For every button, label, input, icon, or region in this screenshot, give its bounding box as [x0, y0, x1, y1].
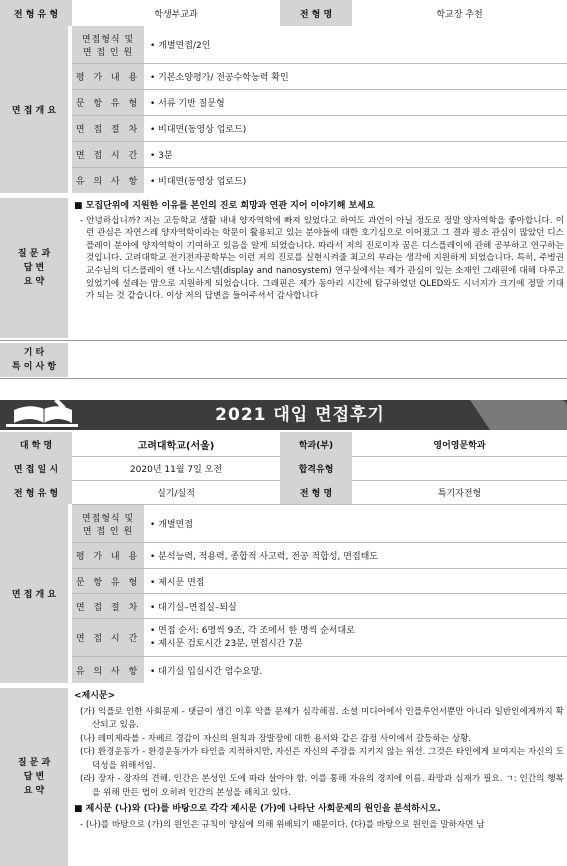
- question-text: ■ 모집단위에 지원한 이유를 본인의 진로 희망과 연관 지어 이야기해 보세요: [74, 201, 375, 211]
- answer-text: - (나)를 바탕으로 (가)의 원인은 규칙이 양심에 의해 위배되기 때문이다. (다)를 바탕으로 원인을 말하자면 남: [80, 819, 485, 830]
- procedure-value: • 비대면(동영상 업로드): [144, 115, 567, 141]
- time-value-line1: • 면접 순서: 6명씩 9조, 각 조에서 한 명씩 순서대로: [150, 625, 355, 636]
- admission-name-value: 학교장 추천: [436, 9, 483, 20]
- qa-summary-label: [0, 198, 68, 338]
- etc-label: [0, 343, 68, 377]
- notes-label: 유 의 사 항: [72, 167, 144, 193]
- qa-label-line2: 답 변: [23, 772, 45, 782]
- admission-type-value: 실기/실적: [72, 480, 280, 504]
- qa-label-line2: 답 변: [23, 263, 45, 273]
- label-line2: 면 접 인 원: [82, 526, 134, 537]
- eval-content-value: • 분석능력, 적용력, 종합적 사고력, 전공 적합성, 면접태도: [144, 542, 567, 568]
- interview-date-label: 면 접 일 시: [0, 456, 72, 480]
- admission-name-label: 전 형 명: [280, 0, 352, 26]
- procedure-value: • 대기실–면접실–퇴실: [144, 593, 567, 618]
- section-banner: [0, 397, 567, 430]
- time-label: 면 접 시 간: [72, 141, 144, 167]
- admission-name-value: 특기자전형: [352, 480, 567, 504]
- interview-format-label: [72, 26, 144, 63]
- question-type-label: 문 항 유 형: [72, 89, 144, 115]
- question-text: ■ 제시문 (나)와 (다)를 바탕으로 각각 제시문 (가)에 나타난 사회문제의 원인을 분석하시오.: [74, 804, 441, 814]
- notes-value: • 비대면(동영상 업로드): [144, 167, 567, 193]
- admission-type-label: 전 형 유 형: [0, 480, 72, 504]
- university-label: 대 학 명: [0, 432, 72, 456]
- question-type-label: 문 항 유 형: [72, 568, 144, 593]
- time-value-line2: • 제시문 검토시간 23분, 면접시간 7분: [150, 638, 303, 649]
- notes-value: • 대기실 입실시간 엄수요망.: [144, 656, 567, 683]
- pass-type-value: [352, 456, 567, 480]
- etc-label-line1: 기 타: [23, 348, 45, 358]
- procedure-label: 면 접 절 차: [72, 593, 144, 618]
- passage-ga: (가) 익플로 인한 사회문제 - 댓글이 생긴 이후 악플 문제가 심각해짐. 소셜 미디어에서 인플루언서뿐만 아니라 일반인에게까지 확산되고 있음.: [80, 706, 564, 730]
- label-line1: 면접형식 및: [81, 513, 135, 524]
- notes-label: 유 의 사 항: [72, 656, 144, 683]
- question-type-value: • 서류 기반 질문형: [144, 89, 567, 115]
- department-value: 영어영문학과: [433, 440, 486, 451]
- qa-content: [74, 200, 564, 340]
- label-line2: 면 접 인 원: [82, 47, 134, 58]
- passage-da: (다) 환경운동가 - 환경운동가가 타인을 지적하지만, 자신은 자신의 주장을 지키지 않는 위선. 그것은 타인에게 보여지는 자신의 도덕성을 위해서임.: [80, 747, 564, 771]
- time-label: 면 접 시 간: [72, 618, 144, 656]
- time-value: • 3분: [144, 141, 567, 167]
- qa-label-line1: 질 문 과: [17, 758, 51, 768]
- interview-format-value: • 개별면접: [144, 504, 567, 542]
- qa-label-line3: 요 약: [23, 277, 45, 287]
- qa-label-line3: 요 약: [23, 786, 45, 796]
- eval-content-label: 평 가 내 용: [72, 63, 144, 89]
- interview-date-value: 2020년 11월 7일 오전: [72, 456, 280, 480]
- answer-text: - 안녕하십니까? 저는 고등학교 생활 내내 양자역학에 빠져 있었다고 하여도 과언이 아닐 정도로 정말 양자역학을 좋아합니다. 이런 관심은 자연스레 양자역학이라는 학문이 활용되고 있는 분야들에 대한 호기심으로 이어졌고 그 결과 평소 관심이 많았던 디스플레이 분야에 양자역학이 기여하고 있음을 알게 되었습니다. 따라서 저의 진로이자 꿈은 디스플레이에 관해 공부하고 연구하는 것입니다. 고려대학교 전기전자공학부는 이런 저의 진로를 실현시켜줄 최고의 부라는 생각에 지원하게 되었습니다. 특히, 주병권 교수님의 디스플레이 앤 나노시스템(display and nanosystem) 연구실에서는 제가 관심이 있는 소재인 그래핀에 대해 다루고 있었기에 설레는 맘으로 지원하게 되었습니다. 그래핀은 제가 동아리 시간에 탐구하였던 QLED와도 시너지가 크기에 정말 기대가 되는 것 같습니다. 이상 저의 답변을 들어주셔서 감사합니다: [80, 215, 564, 302]
- admission-type-label: 전 형 유 형: [0, 0, 72, 26]
- question-type-value: • 제시문 면접: [144, 568, 567, 593]
- passage-ra: (라) 장자 - 장자의 견해. 인간은 본성인 도에 따라 살아야 함. 이를 통해 자유의 경지에 이름. 좌망과 심재가 필요. ㄱ: 인간의 행복을 위해 만든 법이 오히려 인간의 본성을 해치고 있다.: [80, 774, 564, 798]
- qa-label-line1: 질 문 과: [17, 249, 51, 259]
- label-line1: 면접형식 및: [81, 34, 135, 45]
- time-value: [144, 618, 567, 656]
- passage-title: <제시문>: [74, 691, 116, 701]
- university-value: 고려대학교(서울): [137, 440, 215, 452]
- etc-label-line2: 특 이 사 항: [11, 362, 57, 372]
- interview-format-value: • 개별면접/2인: [150, 41, 211, 51]
- eval-content-value: • 기본소양평가/ 전공수학능력 확인: [144, 63, 567, 89]
- qa-summary-label: [0, 688, 68, 866]
- procedure-label: 면 접 절 차: [72, 115, 144, 141]
- divider: [0, 378, 567, 379]
- department-label: 학과(부): [280, 432, 352, 456]
- admission-type-value: 학생부교과: [154, 9, 198, 20]
- interview-overview-label: 면 접 개 요: [0, 26, 68, 193]
- admission-name-label: 전 형 명: [280, 480, 352, 504]
- eval-content-label: 평 가 내 용: [72, 542, 144, 568]
- pass-type-label: 합격유형: [280, 456, 352, 480]
- qa-content: [74, 690, 564, 866]
- divider: [0, 340, 567, 341]
- passage-na: (나) 레미제라블 - 자베르 경감이 자신의 원칙과 장발장에 대한 용서와 같은 감정 사이에서 갈등하는 상황.: [80, 733, 472, 744]
- interview-overview-label: 면 접 개 요: [0, 504, 68, 683]
- banner-title: 2021 대입 면접후기: [215, 405, 385, 425]
- interview-format-label: [72, 504, 144, 542]
